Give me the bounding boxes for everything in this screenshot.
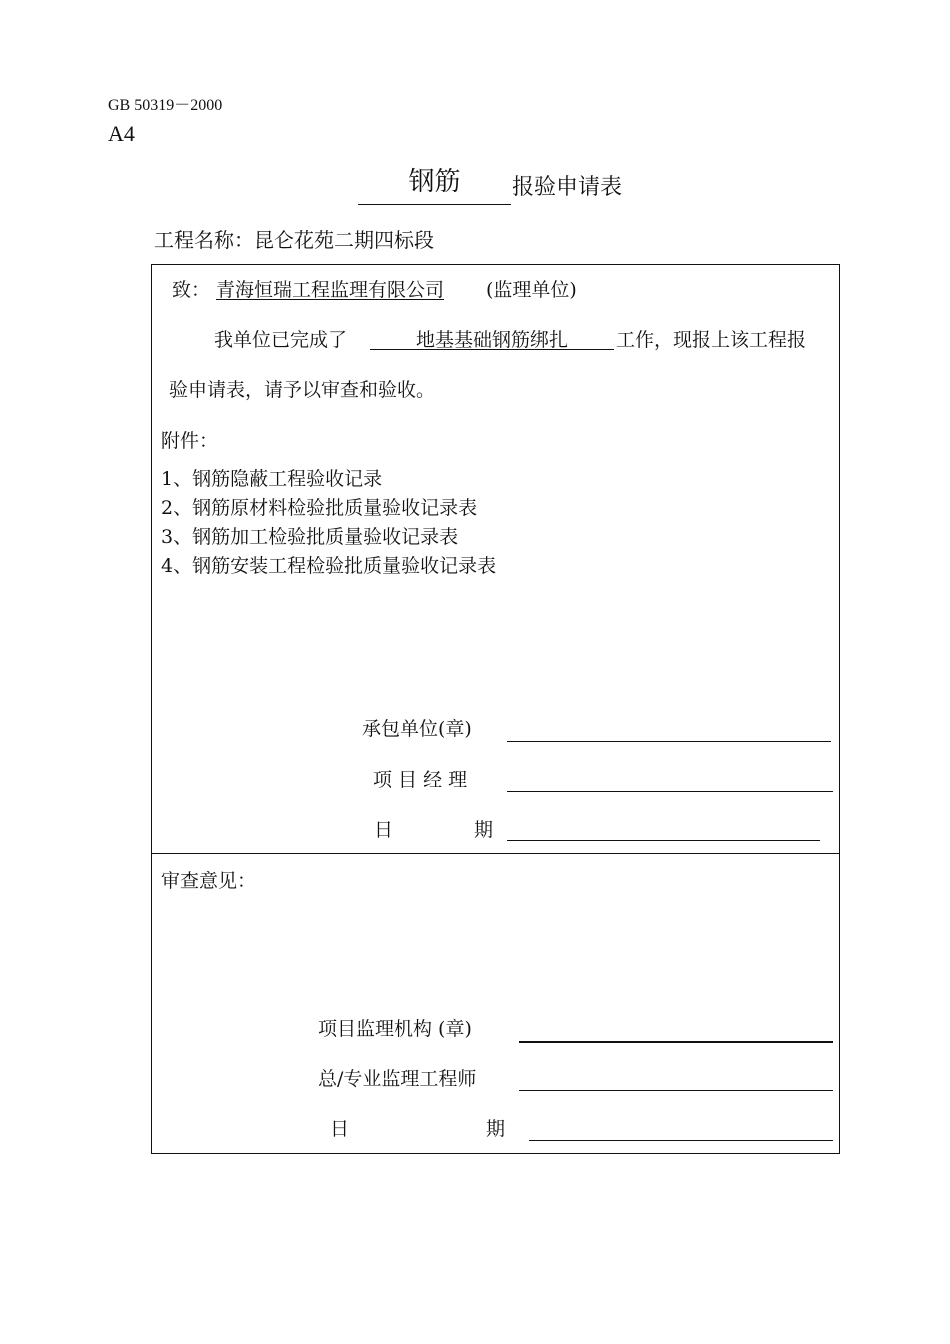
agency-signature-line[interactable] [519, 1041, 833, 1043]
standard-code: GB 50319－2000 [108, 97, 223, 114]
supervisor-suffix: (监理单位) [486, 279, 577, 301]
review-date-label-left: 日 [330, 1118, 350, 1140]
request-line: 验申请表，请予以审查和验收。 [169, 379, 436, 401]
engineer-signature-line[interactable] [519, 1090, 833, 1091]
review-date-label-right: 期 [486, 1118, 506, 1140]
section-divider [151, 853, 840, 854]
title-filled-field[interactable]: 钢筋 [358, 160, 511, 205]
date-signature-line[interactable] [507, 840, 820, 841]
review-date-signature-line[interactable] [529, 1140, 833, 1141]
contractor-label: 承包单位(章) [362, 718, 472, 740]
agency-label: 项目监理机构 (章) [318, 1018, 472, 1040]
attachment-item: 3、钢筋加工检验批质量验收记录表 [161, 526, 459, 548]
completion-suffix: 工作，现报上该工程报 [616, 329, 807, 351]
attachments-label: 附件： [161, 430, 219, 452]
manager-signature-line[interactable] [507, 791, 833, 792]
attachment-item: 1、钢筋隐蔽工程验收记录 [161, 468, 383, 490]
completion-prefix: 我单位已完成了 [214, 329, 348, 351]
project-name: 工程名称：昆仑花苑二期四标段 [154, 228, 434, 252]
attachment-item: 2、钢筋原材料检验批质量验收记录表 [161, 497, 478, 519]
title-suffix: 报验申请表 [512, 175, 623, 200]
form-code: A4 [108, 121, 135, 146]
review-opinion-label: 审查意见： [161, 870, 257, 892]
date-label-right: 期 [474, 819, 494, 841]
supervisor-name-field[interactable]: 青海恒瑞工程监理有限公司 [216, 279, 445, 301]
contractor-signature-line[interactable] [507, 741, 831, 742]
engineer-label: 总/专业监理工程师 [318, 1068, 477, 1090]
date-label-left: 日 [374, 819, 394, 841]
attachment-item: 4、钢筋安装工程检验批质量验收记录表 [161, 555, 497, 577]
addressee-prefix: 致： [172, 279, 211, 301]
manager-label: 项 目 经 理 [373, 769, 468, 791]
work-item-field[interactable]: 地基基础钢筋绑扎 [370, 325, 614, 350]
